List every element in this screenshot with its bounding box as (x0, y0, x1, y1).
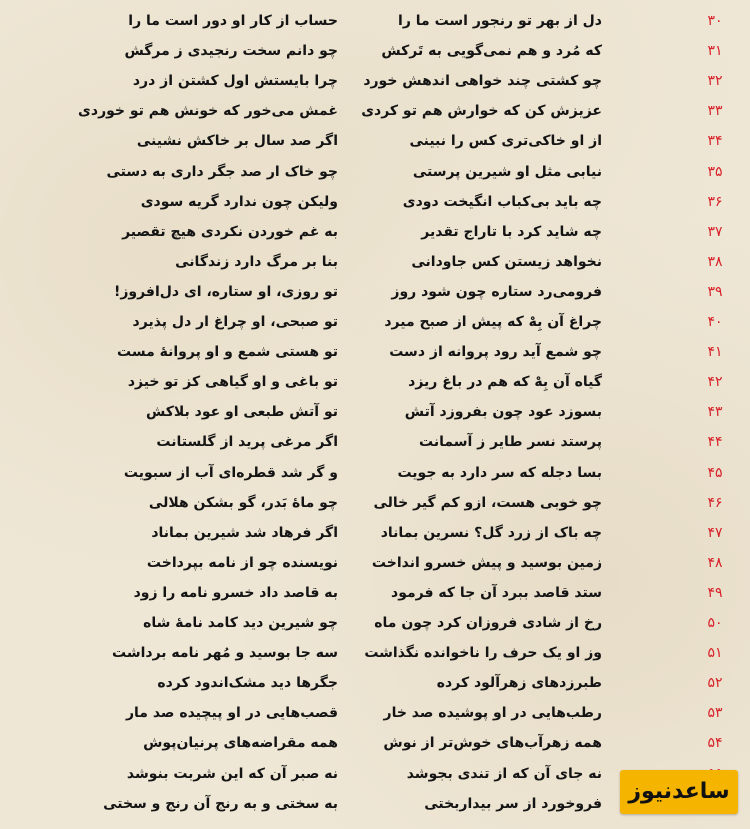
verse-first-hemistich: تو روزی، او ستاره، ای دل‌افروز! (113, 283, 338, 300)
verse-number: ۴۵ (707, 464, 723, 481)
verse-number: ۴۹ (707, 584, 723, 601)
saednews-logo[interactable] (620, 770, 738, 814)
verse-second-hemistich: بسوزد عود چون بفروزد آتش (404, 404, 602, 421)
verse-row (0, 66, 750, 96)
verse-first-hemistich: اگر فرهاد شد شیرین بماناد (151, 524, 338, 541)
verse-first-hemistich: چو شیرین دید کامد نامهٔ شاه (143, 615, 338, 631)
verse-first-hemistich: اگر صد سال بر خاکش نشینی (136, 133, 338, 150)
verse-first-hemistich: تو باغی و او گیاهی کز تو خیزد (127, 374, 338, 391)
verse-second-hemistich: که مُرد و هم نمی‌گویی به تَرکش (381, 43, 602, 60)
verse-first-hemistich: سه جا بوسید و مُهر نامه برداشت (112, 645, 338, 662)
verse-number: ۵۲ (707, 675, 723, 692)
verse-second-hemistich: نخواهد زیستن کس جاودانی (411, 253, 602, 270)
verse-first-hemistich: نویسنده چو از نامه بپرداخت (146, 554, 338, 571)
verse-number: ۴۸ (707, 554, 723, 571)
verse-second-hemistich: چه باک از زرد گل؟ نسرین بماناد (380, 524, 602, 541)
verse-second-hemistich: دل از بهر تو رنجور است ما را (398, 13, 602, 29)
verse-number: ۳۱ (707, 43, 723, 60)
verse-number: ۳۸ (707, 253, 723, 270)
verse-row (0, 217, 750, 247)
verse-second-hemistich: چه باید بی‌کباب انگیخت دودی (402, 193, 602, 210)
verse-row (0, 247, 750, 277)
verse-first-hemistich: غمش می‌خور که خونش هم تو خوردی (78, 103, 338, 120)
verse-second-hemistich: رطب‌هایی در او پوشیده صد خار (383, 705, 602, 722)
verse-row (0, 307, 750, 337)
verse-row (0, 337, 750, 367)
verse-first-hemistich: تو صبحی، او چراغ ار دل پذیرد (132, 314, 338, 330)
verse-first-hemistich: چو دانم سخت رنجیدی ز مرگش (124, 43, 338, 60)
verse-row (0, 6, 750, 36)
verse-second-hemistich: فروخورد از سر بیداربختی (424, 795, 602, 812)
verse-number: ۳۹ (707, 283, 723, 300)
verse-second-hemistich: چراغ آن بِهْ که پیش از صبح میرد (384, 314, 602, 330)
verse-row (0, 36, 750, 66)
verse-row (0, 126, 750, 156)
verse-number: ۵۰ (707, 615, 723, 631)
verse-number: ۵۱ (707, 645, 723, 662)
verse-second-hemistich: گیاه آن بِهْ که هم در باغ ریزد (408, 374, 602, 391)
verse-number: ۳۰ (707, 13, 723, 29)
verse-second-hemistich: بسا دجله که سر دارد به جویت (397, 464, 602, 481)
verse-second-hemistich: از او خاکی‌تری کس را نبینی (409, 133, 602, 150)
verse-second-hemistich: چو خوبی هست، ازو کم گیر خالی (373, 494, 602, 511)
verse-row (0, 548, 750, 578)
verse-first-hemistich: قصب‌هایی در او پیچیده صد مار (125, 705, 338, 722)
verse-number: ۳۳ (707, 103, 723, 120)
verse-number: ۴۱ (707, 344, 723, 361)
verse-first-hemistich: چو ماهٔ بَدر، گو بشکن هلالی (148, 494, 338, 511)
verse-first-hemistich: تو هستی شمع و او پروانهٔ مست (117, 344, 338, 361)
verse-second-hemistich: نیابی مثل او شیرین پرستی (412, 163, 602, 180)
verse-second-hemistich: وز او یک حرف را ناخوانده نگذاشت (364, 645, 602, 662)
verse-number: ۴۳ (707, 404, 723, 421)
verse-first-hemistich: چو خاک ار صد جگر داری به دستی (106, 163, 338, 180)
verse-row (0, 668, 750, 698)
verse-row (0, 488, 750, 518)
verse-number: ۴۰ (707, 314, 723, 330)
verse-row (0, 728, 750, 758)
verse-first-hemistich: به غم خوردن نکردی هیچ تقصیر (122, 223, 338, 240)
verse-first-hemistich: حساب از کار او دور است ما را (128, 13, 338, 29)
verse-row (0, 277, 750, 307)
verse-row (0, 96, 750, 126)
verse-number: ۴۶ (707, 494, 723, 511)
verse-first-hemistich: اگر مرغی پرید از گلستانت (156, 434, 338, 451)
verse-row (0, 518, 750, 548)
verse-number: ۳۲ (707, 73, 723, 90)
verse-second-hemistich: عزیزش کن که خوارش هم تو کردی (361, 103, 602, 120)
verse-first-hemistich: همه مقراضه‌های پرنیان‌پوش (143, 735, 338, 752)
verse-number: ۳۴ (707, 133, 723, 150)
verse-number: ۵۳ (707, 705, 723, 722)
verse-first-hemistich: جگرها دید مشک‌اندود کرده (157, 675, 338, 692)
verse-first-hemistich: به سختی و به رنج آن رنج و سختی (103, 795, 338, 812)
verse-row (0, 698, 750, 728)
verse-row (0, 187, 750, 217)
verse-first-hemistich: ولیکن چون ندارد گریه سودی (140, 193, 338, 210)
verse-second-hemistich: رخ از شادی فروزان کرد چون ماه (374, 615, 602, 631)
verse-second-hemistich: همه زهرآب‌های خوش‌تر از نوش (383, 735, 602, 752)
verse-number: ۴۲ (707, 374, 723, 391)
verse-second-hemistich: چه شاید کرد با تاراج تقدیر (421, 223, 602, 240)
logo-text: ساعدنیوز (628, 779, 730, 804)
verse-second-hemistich: ستد قاصد ببرد آن جا که فرمود (391, 584, 602, 601)
verse-row (0, 578, 750, 608)
verse-row (0, 608, 750, 638)
verse-number: ۳۷ (707, 223, 723, 240)
verse-first-hemistich: بنا بر مرگ دارد زندگانی (175, 253, 338, 270)
verse-row (0, 397, 750, 427)
verse-second-hemistich: پرستد نسر طایر ز آسمانت (419, 434, 602, 451)
verse-number: ۵۴ (707, 735, 723, 752)
verse-row (0, 367, 750, 397)
verse-number: ۴۴ (707, 434, 723, 451)
verse-second-hemistich: چو شمع آید رود پروانه از دست (389, 344, 602, 361)
verse-number: ۳۵ (707, 163, 723, 180)
verse-first-hemistich: چرا بایستش اول کشتن از درد (132, 73, 338, 90)
verse-second-hemistich: زمین بوسید و پیش خسرو انداخت (371, 554, 602, 571)
verse-row (0, 638, 750, 668)
verse-number: ۴۷ (707, 524, 723, 541)
verse-row (0, 458, 750, 488)
verse-first-hemistich: به قاصد داد خسرو نامه را زود (133, 584, 338, 601)
verse-first-hemistich: نه صبر آن که این شربت بنوشد (126, 765, 338, 782)
verse-second-hemistich: طبرزدهای زهرآلود کرده (436, 675, 602, 692)
verse-second-hemistich: نه جای آن که از تندی بجوشد (406, 765, 602, 782)
verse-second-hemistich: چو کشتی چند خواهی اندهش خورد (363, 73, 602, 90)
verse-first-hemistich: تو آتش طبعی او عود بلاکش (145, 404, 338, 421)
verse-number: ۳۶ (707, 193, 723, 210)
verse-row (0, 427, 750, 457)
verse-second-hemistich: فرومی‌رد ستاره چون شود روز (391, 283, 602, 300)
verse-first-hemistich: و گر شد قطره‌ای آب از سبویت (123, 464, 338, 481)
verse-row (0, 157, 750, 187)
